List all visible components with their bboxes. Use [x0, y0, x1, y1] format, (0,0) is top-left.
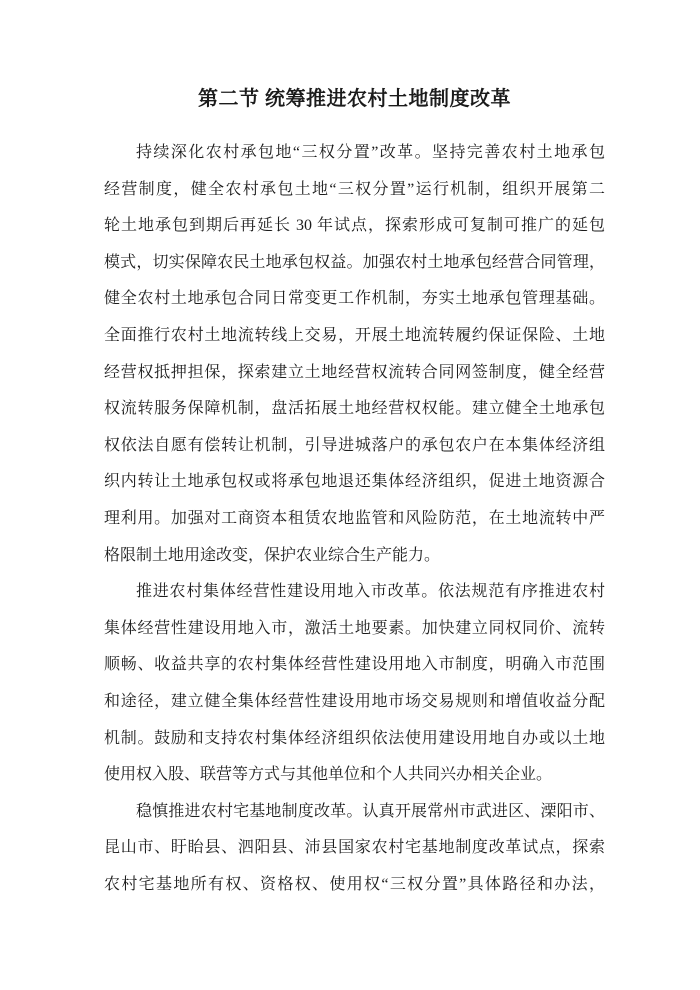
text-line: 全面推行农村土地流转线上交易，开展土地流转履约保证保险、土地 — [104, 326, 605, 344]
paragraph-3 — [104, 794, 605, 904]
text-line: 使用权入股、联营等方式与其他单位和个人共同兴办相关企业。 — [104, 766, 553, 784]
section-title: 第二节 统筹推进农村土地制度改革 — [198, 88, 511, 110]
paragraph-2 — [104, 574, 605, 794]
paragraph-1 — [104, 135, 605, 574]
text-line: 顺畅、收益共享的农村集体经营性建设用地入市制度，明确入市范围 — [104, 656, 605, 674]
text-line: 权依法自愿有偿转让机制，引导进城落户的承包农户在本集体经济组 — [104, 436, 605, 454]
text-line: 持续深化农村承包地“三权分置”改革。坚持完善农村土地承包 — [136, 144, 605, 161]
text-line: 理利用。加强对工商资本租赁农地监管和风险防范，在土地流转中严 — [104, 509, 605, 527]
text-line: 模式，切实保障农民土地承包权益。加强农村土地承包经营合同管理， — [104, 253, 605, 271]
text-line: 集体经营性建设用地入市，激活土地要素。加快建立同权同价、流转 — [104, 619, 605, 637]
text-column — [104, 0, 605, 903]
text-line: 轮土地承包到期后再延长 30 年试点，探索形成可复制可推广的延包 — [104, 217, 605, 235]
text-line: 推进农村集体经营性建设用地入市改革。依法规范有序推进农村 — [136, 583, 605, 601]
text-line: 经营权抵押担保，探索建立土地经营权流转合同网签制度，健全经营 — [104, 363, 605, 381]
text-line: 经营制度，健全农村承包土地“三权分置”运行机制，组织开展第二 — [104, 180, 605, 198]
text-line: 健全农村土地承包合同日常变更工作机制，夯实土地承包管理基础。 — [104, 290, 605, 308]
text-line: 格限制土地用途改变，保护农业综合生产能力。 — [104, 546, 441, 564]
text-line: 稳慎推进农村宅基地制度改革。认真开展常州市武进区、溧阳市、 — [136, 802, 605, 820]
text-line: 机制。鼓励和支持农村集体经济组织依法使用建设用地自办或以土地 — [104, 729, 605, 747]
text-line: 织内转让土地承包权或将承包地退还集体经济组织，促进土地资源合 — [104, 473, 605, 491]
text-line: 昆山市、盱眙县、泗阳县、沛县国家农村宅基地制度改革试点，探索 — [104, 839, 605, 857]
text-line: 权流转服务保障机制，盘活拓展土地经营权权能。建立健全土地承包 — [104, 400, 605, 418]
text-line: 和途径，建立健全集体经营性建设用地市场交易规则和增值收益分配 — [104, 692, 605, 710]
document-body — [104, 115, 605, 903]
text-line: 农村宅基地所有权、资格权、使用权“三权分置”具体路径和办法， — [104, 875, 605, 893]
